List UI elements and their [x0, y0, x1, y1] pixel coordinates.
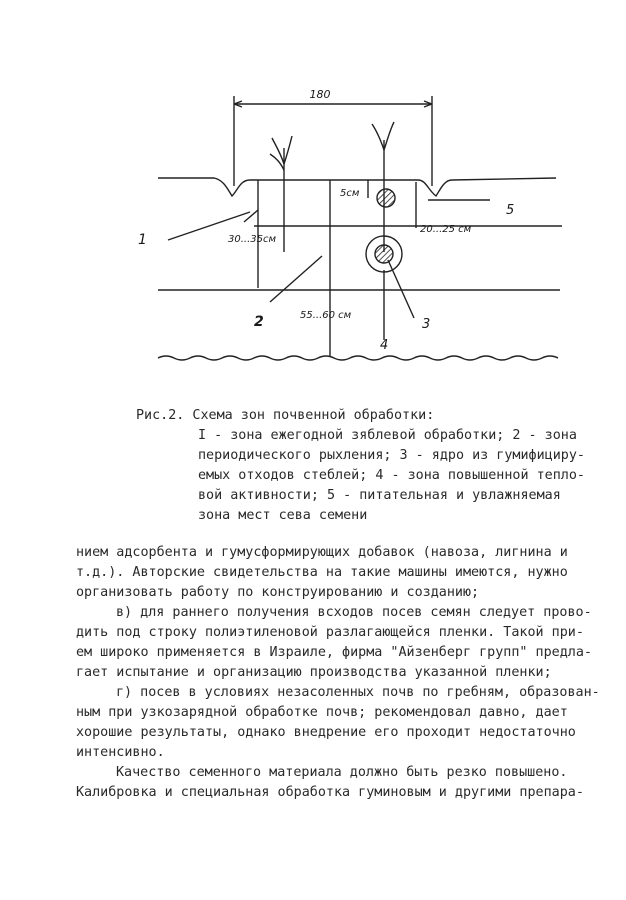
zone-1-label: 1	[138, 232, 147, 248]
seed-core-upper	[377, 189, 395, 207]
depth-55-60-label: 55...60 см	[300, 310, 352, 321]
text-line: в) для раннего получения всходов посев семян следует прово-	[116, 605, 592, 620]
caption-title: Рис.2. Схема зон почвенной обработки:	[136, 408, 435, 423]
depth-30-35-label: 30...35см	[228, 234, 277, 245]
text-line: интенсивно.	[76, 745, 165, 760]
text-line: ным при узкозарядной обработке почв; рекомендовал давно, дает	[76, 705, 568, 720]
humus-core-lower	[375, 245, 393, 263]
body-text	[76, 543, 616, 803]
text-line: г) посев в условиях незасоленных почв по гребням, образован-	[116, 685, 600, 700]
leader-line-2	[270, 256, 322, 302]
zone-2-label: 2	[254, 314, 264, 330]
text-line: организовать работу по конструированию и созданию;	[76, 585, 480, 600]
text-line: Качество семенного материала должно быть резко повышено.	[116, 765, 568, 780]
caption-line: I - зона ежегодной зяблевой обработки; 2 - зона	[198, 428, 577, 443]
leader-line-3	[388, 260, 414, 318]
zone-5-label: 5	[506, 203, 515, 218]
depth-5-label: 5см	[340, 188, 360, 199]
text-line: т.д.). Авторские свидетельства на такие машины имеются, нужно	[76, 565, 568, 580]
zone-4-label: 4	[380, 338, 389, 353]
plant-leaves-right	[372, 122, 394, 150]
caption-line: вой активности; 5 - питательная и увлажняемая	[198, 488, 561, 503]
caption-line: периодического рыхления; 3 - ядро из гумифициру-	[198, 448, 585, 463]
figure-caption	[136, 406, 606, 526]
text-line: хорошие результаты, однако внедрение его проходит недостаточно	[76, 725, 576, 740]
caption-line: зона мест сева семени	[198, 508, 368, 523]
text-line: нием адсорбента и гумусформирующих добавок (навоза, лигнина и	[76, 545, 568, 560]
text-line: гает испытание и организацию производства указанной пленки;	[76, 665, 552, 680]
width-label: 180	[309, 88, 331, 101]
text-line: ем широко применяется в Израиле, фирма "Айзенберг групп" предла-	[76, 645, 592, 660]
text-line: дить под строку полиэтиленовой разлагающейся пленки. Такой при-	[76, 625, 584, 640]
plant-leaves-left	[270, 136, 292, 170]
soil-zone-diagram	[0, 0, 626, 380]
depth-20-25-label: 20...25 см	[420, 224, 472, 235]
zone-3-label: 3	[422, 317, 431, 332]
caption-line: емых отходов стеблей; 4 - зона повышенной тепло-	[198, 468, 585, 483]
text-line: Калибровка и специальная обработка гуминовым и другими препара-	[76, 785, 584, 800]
wavy-base-line	[158, 356, 558, 360]
